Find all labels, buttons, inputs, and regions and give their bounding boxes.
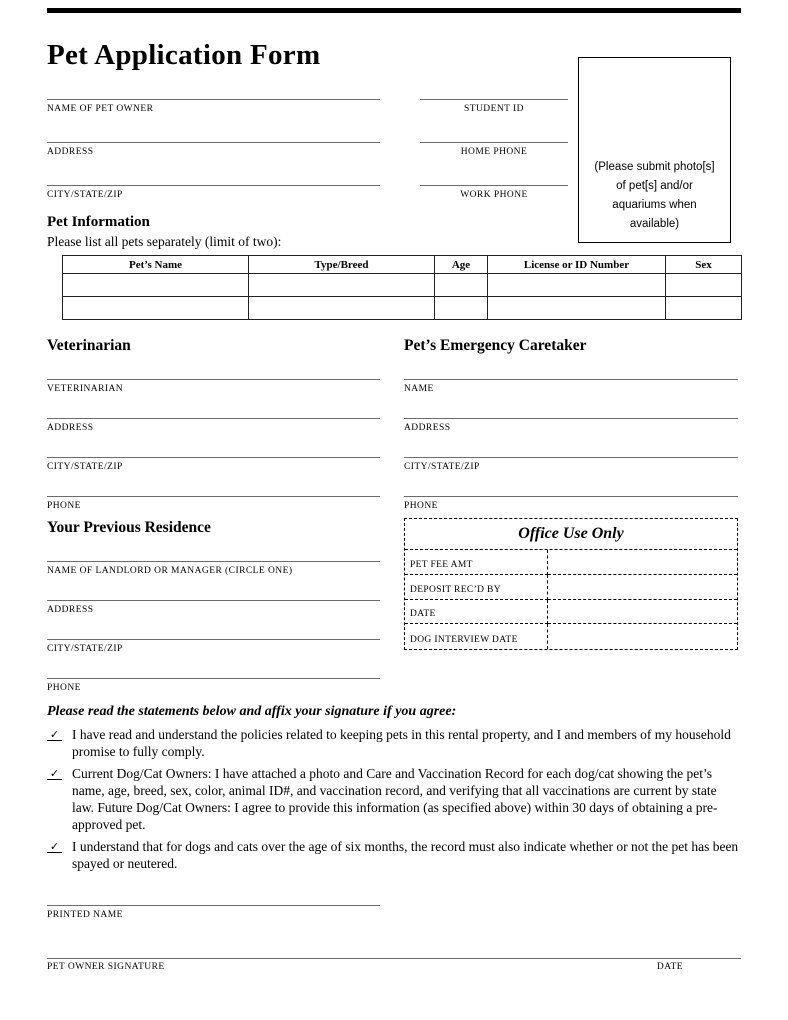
pet-table (62, 255, 742, 320)
pet-table-cell[interactable] (435, 297, 488, 320)
dog-interview-date-label: DOG INTERVIEW DATE (405, 624, 548, 649)
pet-table-header-breed: Type/Breed (249, 256, 435, 274)
pet-information-heading: Pet Information (47, 214, 150, 230)
agreement-item (47, 838, 741, 872)
residence-address-label: ADDRESS (47, 605, 94, 615)
vet-name-label: VETERINARIAN (47, 384, 124, 394)
previous-residence-section (47, 518, 741, 694)
pet-table-cell[interactable] (488, 297, 666, 320)
printed-name-label: PRINTED NAME (47, 910, 123, 920)
office-date-label: DATE (405, 600, 548, 625)
vet-name-input-line[interactable] (47, 358, 380, 380)
caretaker-city-label: CITY/STATE/ZIP (404, 462, 480, 472)
vet-address-input-line[interactable] (47, 397, 380, 419)
page-title: Pet Application Form (47, 39, 321, 71)
pet-table-header-row (63, 256, 742, 274)
owner-address-label: ADDRESS (47, 147, 94, 157)
pet-table-header-name: Pet’s Name (63, 256, 249, 274)
student-id-field (420, 78, 568, 115)
pet-table-row (63, 274, 742, 297)
pet-information-subheading: Please list all pets separately (limit of two): (47, 234, 282, 249)
vet-phone-field (47, 475, 380, 512)
signature-date-label: DATE (656, 962, 683, 972)
caretaker-phone-input-line[interactable] (404, 475, 738, 497)
veterinarian-column (47, 336, 380, 512)
home-phone-label: HOME PHONE (460, 147, 528, 157)
owner-address-field (47, 121, 380, 158)
work-phone-field (420, 164, 568, 201)
vet-city-input-line[interactable] (47, 436, 380, 458)
veterinarian-heading: Veterinarian (47, 337, 131, 354)
caretaker-phone-label: PHONE (404, 501, 438, 511)
caretaker-city-input-line[interactable] (404, 436, 738, 458)
owner-city-state-zip-field (47, 164, 380, 201)
pet-owner-name-input-line[interactable] (47, 78, 380, 100)
office-date-value-cell[interactable] (548, 600, 737, 625)
caretaker-phone-field (404, 475, 738, 512)
pet-table-cell[interactable] (435, 274, 488, 297)
photo-submission-note: (Please submit photo[s] of pet[s] and/or aquariums when available) (594, 161, 715, 230)
residence-address-input-line[interactable] (47, 579, 380, 601)
previous-residence-heading: Your Previous Residence (47, 519, 211, 536)
caretaker-name-label: NAME (404, 384, 434, 394)
home-phone-input-line[interactable] (420, 121, 568, 143)
checkmark-icon: ✓ (47, 840, 62, 853)
pet-table-header-sex: Sex (666, 256, 742, 274)
caretaker-address-label: ADDRESS (404, 423, 451, 433)
pet-owner-name-label: NAME OF PET OWNER (47, 104, 154, 114)
pet-table-cell[interactable] (63, 274, 249, 297)
vet-phone-label: PHONE (47, 501, 81, 511)
pet-table-cell[interactable] (666, 274, 742, 297)
pet-table-cell[interactable] (488, 274, 666, 297)
agreement-item-text: I have read and understand the policies related to keeping pets in this rental property, and I and members of my household promise to fully comply. (72, 727, 731, 759)
agreement-item-text: I understand that for dogs and cats over the age of six months, the record must also indicate whether or not the pet has been spayed or neutered. (72, 839, 739, 871)
office-use-grid (405, 549, 737, 649)
student-id-label: STUDENT ID (463, 104, 524, 114)
dog-interview-date-value-cell[interactable] (548, 624, 737, 649)
agreement-item (47, 765, 741, 833)
header-rule (47, 8, 741, 13)
pet-owner-signature-label: PET OWNER SIGNATURE (47, 962, 165, 972)
pet-table-header-license: License or ID Number (488, 256, 666, 274)
vet-city-field (47, 436, 380, 473)
residence-phone-label: PHONE (47, 683, 81, 693)
checkmark-icon: ✓ (47, 767, 62, 780)
pet-fee-amt-label: PET FEE AMT (405, 550, 548, 575)
pet-table-row (63, 297, 742, 320)
residence-phone-field (47, 657, 380, 694)
office-use-heading: Office Use Only (518, 525, 624, 542)
caretaker-name-field (404, 358, 738, 395)
checkmark-icon: ✓ (47, 728, 62, 741)
photo-submission-box (578, 57, 731, 243)
pet-table-cell[interactable] (249, 297, 435, 320)
signature-labels-row (47, 962, 741, 972)
pet-owner-name-field (47, 78, 380, 115)
vet-phone-input-line[interactable] (47, 475, 380, 497)
signature-input-line[interactable] (47, 935, 741, 959)
vet-caretaker-section (47, 336, 741, 512)
owner-address-input-line[interactable] (47, 121, 380, 143)
owner-city-state-zip-label: CITY/STATE/ZIP (47, 190, 123, 200)
previous-residence-column (47, 518, 380, 694)
student-id-input-line[interactable] (420, 78, 568, 100)
caretaker-heading: Pet’s Emergency Caretaker (404, 337, 587, 354)
signature-block (47, 935, 741, 972)
printed-name-field (47, 882, 380, 921)
residence-city-label: CITY/STATE/ZIP (47, 644, 123, 654)
caretaker-name-input-line[interactable] (404, 358, 738, 380)
pet-table-cell[interactable] (249, 274, 435, 297)
caretaker-column (404, 336, 738, 512)
printed-name-input-line[interactable] (47, 882, 380, 906)
pet-table-header-age: Age (435, 256, 488, 274)
work-phone-label: WORK PHONE (460, 190, 528, 200)
landlord-name-label: NAME OF LANDLORD OR MANAGER (CIRCLE ONE) (47, 566, 293, 576)
residence-city-input-line[interactable] (47, 618, 380, 640)
pet-fee-amt-value-cell[interactable] (548, 550, 737, 575)
owner-city-state-zip-input-line[interactable] (47, 164, 380, 186)
work-phone-input-line[interactable] (420, 164, 568, 186)
pet-table-cell[interactable] (63, 297, 249, 320)
residence-city-field (47, 618, 380, 655)
office-use-column (404, 518, 738, 694)
agreement-intro: Please read the statements below and affix your signature if you agree: (47, 704, 457, 719)
residence-address-field (47, 579, 380, 616)
vet-name-field (47, 358, 380, 395)
caretaker-address-field (404, 397, 738, 434)
deposit-recd-by-label: DEPOSIT REC’D BY (405, 575, 548, 600)
caretaker-address-input-line[interactable] (404, 397, 738, 419)
landlord-name-input-line[interactable] (47, 540, 380, 562)
residence-phone-input-line[interactable] (47, 657, 380, 679)
landlord-name-field (47, 540, 380, 577)
agreement-item (47, 726, 741, 760)
pet-table-cell[interactable] (666, 297, 742, 320)
caretaker-city-field (404, 436, 738, 473)
vet-address-field (47, 397, 380, 434)
vet-city-label: CITY/STATE/ZIP (47, 462, 123, 472)
home-phone-field (420, 121, 568, 158)
vet-address-label: ADDRESS (47, 423, 94, 433)
agreement-item-text: Current Dog/Cat Owners: I have attached a photo and Care and Vaccination Record for each dog/cat showing the pet’s name, age, breed, sex, color, animal ID#, and vaccination record, and verifying that all vaccinations are current by state law. Future Dog/Cat Owners: I agree to provide this information (as specified above) within 30 days of obtaining a pre-approved pet. (72, 766, 718, 832)
deposit-recd-by-value-cell[interactable] (548, 575, 737, 600)
office-use-box (404, 518, 738, 650)
